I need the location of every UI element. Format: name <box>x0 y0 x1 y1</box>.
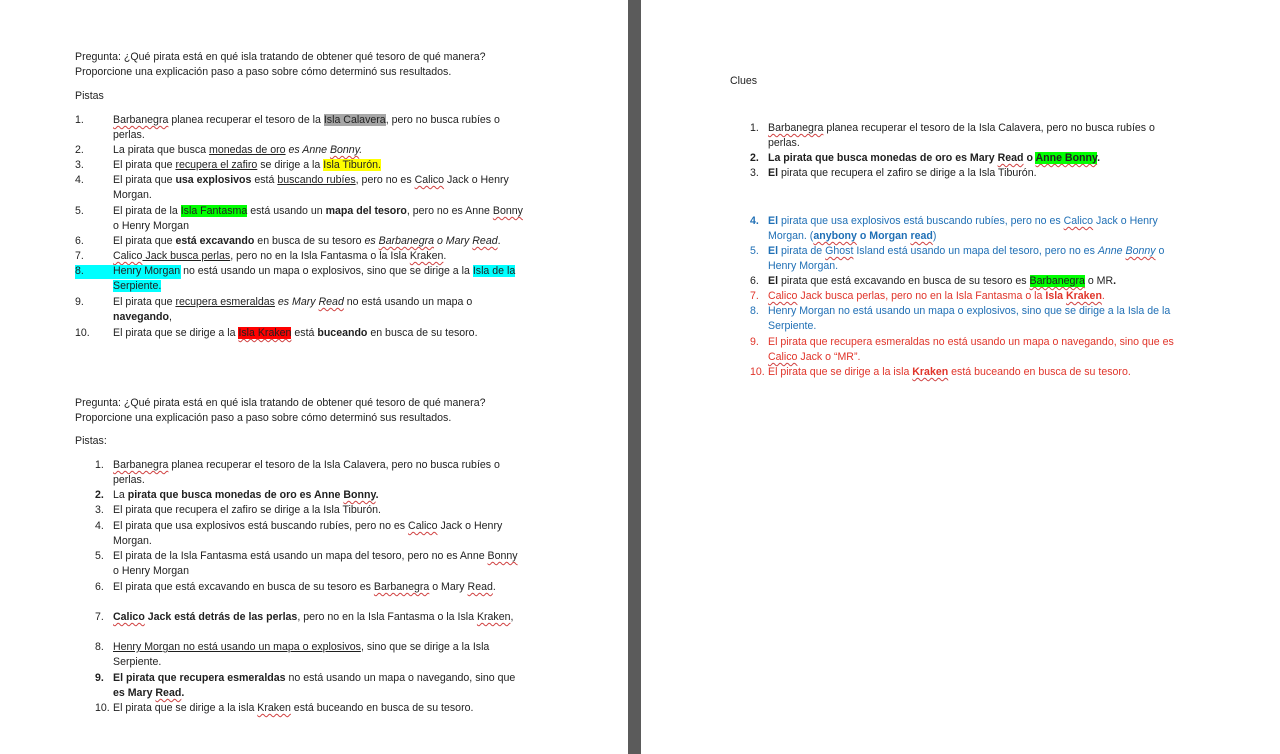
list-item: El pirata que recupera el zafiro se dirige a la Isla Tiburón. <box>113 159 381 171</box>
list-number: 10. <box>95 702 110 714</box>
list-item: Barbanegra planea recuperar el tesoro de la Isla Calavera, pero no busca rubíes o <box>768 122 1155 134</box>
question-line-2: Proporcione una explicación paso a paso sobre cómo determinó sus resultados. <box>75 66 452 78</box>
list-number: 7. <box>75 250 84 262</box>
list-number: 8. <box>75 265 84 277</box>
list-number: 4. <box>750 215 759 227</box>
list-number: 8. <box>750 305 759 317</box>
list-number: 9. <box>750 336 759 348</box>
list-item-cont: perlas. <box>113 129 145 141</box>
list-number: 2. <box>75 144 84 156</box>
list-number: 8. <box>95 641 104 653</box>
list-number: 6. <box>750 275 759 287</box>
list-item: El pirata que recupera el zafiro se dirige a la Isla Tiburón. <box>768 167 1037 179</box>
list-number: 1. <box>95 459 104 471</box>
list-item: Henry Morgan no está usando un mapa o explosivos, sino que se dirige a la Isla <box>113 641 490 653</box>
list-number: 7. <box>95 611 104 623</box>
list-number: 2. <box>95 489 104 501</box>
list-number: 9. <box>75 296 84 308</box>
list-item-cont: Serpiente. <box>113 656 162 668</box>
list-number: 3. <box>750 167 759 179</box>
document-page-left <box>0 0 628 754</box>
list-item-cont: Calico Jack o “MR”. <box>768 351 861 363</box>
list-item: El pirata que está excavando en busca de su tesoro es Barbanegra o MR. <box>768 275 1117 287</box>
list-item: El pirata que usa explosivos está buscando rubíes, pero no es Calico Jack o Henry <box>113 520 503 532</box>
list-item: Henry Morgan no está usando un mapa o explosivos, sino que se dirige a la Isla de la <box>113 265 516 277</box>
list-number: 1. <box>75 114 84 126</box>
list-item: El pirata de Ghost Island está usando un mapa del tesoro, pero no es Anne Bonny o <box>768 245 1165 257</box>
list-item: Calico Jack busca perlas, pero no en la Isla Fantasma o la Isla Kraken. <box>768 290 1105 302</box>
list-item: El pirata que recupera esmeraldas no está usando un mapa o navegando, sino que es <box>768 336 1174 348</box>
list-number: 3. <box>75 159 84 171</box>
list-item-cont: Henry Morgan. <box>768 260 839 272</box>
list-item: El pirata que recupera el zafiro se dirige a la Isla Tiburón. <box>113 504 381 516</box>
list-number: 5. <box>75 205 84 217</box>
list-item: El pirata que usa explosivos está buscando rubíes, pero no es Calico Jack o Henry <box>113 174 509 186</box>
list-item: El pirata que recupera esmeraldas es Mary Read no está usando un mapa o <box>113 296 473 308</box>
list-number: 7. <box>750 290 759 302</box>
list-item-cont: Morgan. (anybony o Morgan read) <box>768 230 937 242</box>
clues-title: Clues <box>730 75 758 87</box>
list-number: 4. <box>75 174 84 186</box>
list-item: El pirata que usa explosivos está buscando rubíes, pero no es Calico Jack o Henry <box>768 215 1158 227</box>
list-item: La pirata que busca monedas de oro es Anne Bonny. <box>113 489 379 501</box>
list-item: La pirata que busca monedas de oro es Anne Bonny. <box>113 144 363 156</box>
list-item: El pirata que se dirige a la Isla Kraken está buceando en busca de su tesoro. <box>113 327 478 339</box>
list-item-cont: perlas. <box>768 137 800 149</box>
list-item-cont: perlas. <box>113 474 145 486</box>
question-line-2: Proporcione una explicación paso a paso sobre cómo determinó sus resultados. <box>75 412 452 424</box>
list-item-cont: es Mary Read. <box>113 687 185 699</box>
list-number: 6. <box>95 581 104 593</box>
list-item: Barbanegra planea recuperar el tesoro de la Isla Calavera, pero no busca rubíes o <box>113 114 500 126</box>
list-item-cont: Morgan. <box>113 189 152 201</box>
list-number: 4. <box>95 520 104 532</box>
list-number: 5. <box>95 550 104 562</box>
list-item: Calico Jack está detrás de las perlas, pero no en la Isla Fantasma o la Isla Kraken, <box>113 611 514 623</box>
list-item: El pirata que está excavando en busca de su tesoro es Barbanegra o Mary Read. <box>113 235 501 247</box>
list-item: El pirata que está excavando en busca de su tesoro es Barbanegra o Mary Read. <box>113 581 496 593</box>
list-number: 10. <box>75 327 90 339</box>
list-item: Barbanegra planea recuperar el tesoro de la Isla Calavera, pero no busca rubíes o <box>113 459 500 471</box>
list-number: 6. <box>75 235 84 247</box>
list-number: 3. <box>95 504 104 516</box>
list-number: 9. <box>95 672 104 684</box>
document-page-right <box>641 0 1280 754</box>
list-item: El pirata de la Isla Fantasma está usando un mapa del tesoro, pero no es Anne Bonny <box>113 205 523 217</box>
list-number: 10. <box>750 366 765 378</box>
clues-heading: Pistas: <box>75 435 107 447</box>
clues-heading: Pistas <box>75 90 104 102</box>
list-item-cont: navegando, <box>113 311 172 323</box>
list-item-cont: Morgan. <box>113 535 152 547</box>
list-number: 1. <box>750 122 759 134</box>
list-number: 5. <box>750 245 759 257</box>
page-gutter <box>628 0 641 754</box>
list-item-cont: Serpiente. <box>768 320 817 332</box>
question-line-1: Pregunta: ¿Qué pirata está en qué isla tratando de obtener qué tesoro de qué manera? <box>75 51 486 63</box>
list-item: El pirata que se dirige a la isla Kraken está buceando en busca de su tesoro. <box>768 366 1131 378</box>
list-number: 2. <box>750 152 759 164</box>
list-item-cont: o Henry Morgan <box>113 565 189 577</box>
list-item: El pirata que se dirige a la isla Kraken está buceando en busca de su tesoro. <box>113 702 474 714</box>
list-item: Henry Morgan no está usando un mapa o explosivos, sino que se dirige a la Isla de la <box>768 305 1171 317</box>
list-item-cont: Serpiente. <box>113 280 162 292</box>
question-line-1: Pregunta: ¿Qué pirata está en qué isla tratando de obtener qué tesoro de qué manera? <box>75 397 486 409</box>
list-item-cont: o Henry Morgan <box>113 220 189 232</box>
list-item: La pirata que busca monedas de oro es Mary Read o Anne Bonny. <box>768 152 1101 164</box>
list-item: El pirata de la Isla Fantasma está usando un mapa del tesoro, pero no es Anne Bonny <box>113 550 518 562</box>
list-item: Calico Jack busca perlas, pero no en la Isla Fantasma o la Isla Kraken. <box>113 250 447 262</box>
list-item: El pirata que recupera esmeraldas no está usando un mapa o navegando, sino que <box>113 672 516 684</box>
